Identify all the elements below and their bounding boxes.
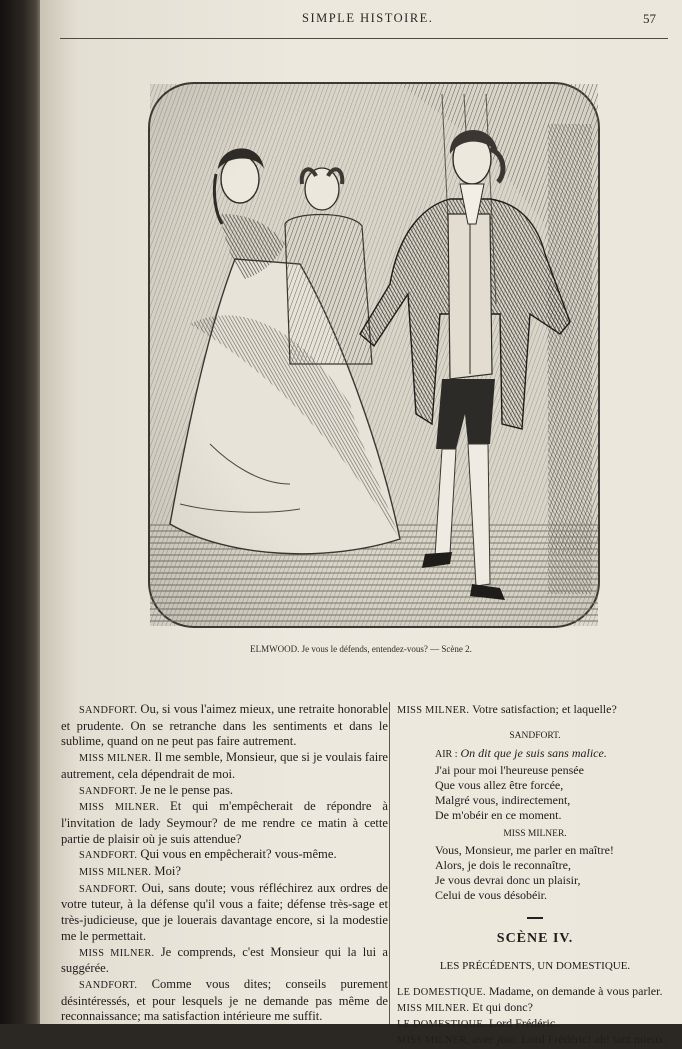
dialogue-paragraph xyxy=(61,864,388,881)
speaker-name: SANDFORT. xyxy=(79,785,138,797)
speaker-name: MISS MILNER. xyxy=(397,705,470,716)
speech-text: Qui vous en empêcherait? vous-même. xyxy=(140,847,337,862)
illustration-caption: ELMWOOD. Je vous le défends, entendez-vous? — Scène 2. xyxy=(250,644,472,654)
speaker-name: SANDFORT. xyxy=(79,850,138,862)
air-label: AIR : xyxy=(435,749,458,761)
speech-text: Lord Frédéric! ah! tant mieux. xyxy=(521,1032,667,1047)
verse-line: Vous, Monsieur, me parler en maître! xyxy=(435,842,614,857)
dialogue-paragraph xyxy=(61,702,388,750)
speech-text: Madame, on demande à vous parler. xyxy=(488,983,663,998)
verse-line: Que vous allez être forcée, xyxy=(435,777,564,792)
speech-text: Comme vous dites; conseils purement désintéressés, et pour lesquels je ne demande pas même de reconnaissance; ma satisfaction intérieure me suffit. xyxy=(61,976,388,1024)
dialogue-paragraph xyxy=(61,847,388,864)
dialogue-paragraph xyxy=(61,750,388,782)
left-column xyxy=(61,702,388,1025)
dialogue-paragraph xyxy=(397,1000,673,1016)
speech-text: Ou, si vous l'aimez mieux, une retraite honorable et prudente. On se retranche dans les sentiments et dans le sublime, quand on ne peut pas faire autrement. xyxy=(61,702,388,749)
stage-direction: avec joie. xyxy=(472,1032,519,1047)
speech-text: Et qui donc? xyxy=(472,1000,533,1015)
dialogue-paragraph xyxy=(61,881,388,945)
dialogue-paragraph xyxy=(61,783,388,800)
speech-text: Votre satisfaction; et laquelle? xyxy=(472,702,617,716)
speech-text: Oui, sans doute; vous réfléchirez aux ordres de votre tuteur, à la défense qu'il vous a faite; défense très-sage et très-judicieuse, que je louerais davantage encore, si la modestie me le permettait. xyxy=(61,880,388,943)
dialogue-paragraph xyxy=(397,1016,673,1032)
dialogue-paragraph xyxy=(61,945,388,977)
dialogue-paragraph xyxy=(397,702,673,718)
book-spine-shadow xyxy=(0,0,42,1024)
engraving-figures-icon xyxy=(150,84,598,626)
running-head xyxy=(40,11,682,31)
right-column xyxy=(397,702,673,1049)
scene-rule xyxy=(527,917,543,919)
column-divider xyxy=(389,702,390,1024)
book-page xyxy=(40,0,682,1047)
scene-persons: LES PRÉCÉDENTS, UN DOMESTIQUE. xyxy=(439,959,631,972)
song-speaker: MISS MILNER. xyxy=(503,829,567,840)
speaker-name: MISS MILNER. xyxy=(79,802,160,814)
scene-title: SCÈNE IV. xyxy=(496,931,574,947)
speaker-name: SANDFORT. xyxy=(79,883,138,895)
speech-text: Je comprends, c'est Monsieur qui la lui a suggérée. xyxy=(61,944,388,976)
running-title: SIMPLE HISTOIRE. xyxy=(302,11,434,25)
speaker-name: MISS MILNER, xyxy=(397,1035,470,1047)
dialogue-paragraph xyxy=(397,984,673,1000)
verse-line: J'ai pour moi l'heureuse pensée xyxy=(435,762,584,777)
speaker-name: SANDFORT. xyxy=(79,705,138,716)
verse-line: Malgré vous, indirectement, xyxy=(435,793,571,808)
speech-text: Moi? xyxy=(154,864,182,879)
speaker-name: MISS MILNER. xyxy=(79,867,152,879)
song-speaker: SANDFORT. xyxy=(509,731,561,742)
page-number: 57 xyxy=(643,11,656,26)
song-air xyxy=(435,746,673,762)
speaker-name: MISS MILNER. xyxy=(79,753,152,765)
dialogue-paragraph xyxy=(61,977,388,1025)
speaker-name: LE DOMESTIQUE. xyxy=(397,986,486,998)
dialogue-paragraph xyxy=(397,1032,673,1048)
header-rule xyxy=(60,38,668,39)
verse-line: Celui de vous désobéir. xyxy=(435,888,547,903)
verse-line: Je vous devrai donc un plaisir, xyxy=(435,873,581,888)
engraving-illustration xyxy=(148,82,600,628)
speaker-name: MISS MILNER. xyxy=(397,1003,470,1015)
speech-text: Lord Frédéric. xyxy=(488,1016,559,1031)
air-title: On dit que je suis sans malice. xyxy=(460,746,607,761)
speech-text: Et qui m'empêcherait de répondre à l'invitation de lady Seymour? de me rendre ce matin à cette partie de plaisir où je suis attendue? xyxy=(61,799,388,846)
speech-text: Il me semble, Monsieur, que si je voulais faire autrement, cela dépendrait de moi. xyxy=(61,750,388,781)
verse-line: Alors, je dois le reconnaître, xyxy=(435,857,571,872)
speaker-name: MISS MILNER. xyxy=(79,947,155,959)
speaker-name: LE DOMESTIQUE. xyxy=(397,1019,486,1031)
speaker-name: SANDFORT. xyxy=(79,979,138,991)
verse-line: De m'obéir en ce moment. xyxy=(435,808,562,823)
dialogue-paragraph xyxy=(61,799,388,847)
speech-text: Je ne le pense pas. xyxy=(140,782,234,797)
